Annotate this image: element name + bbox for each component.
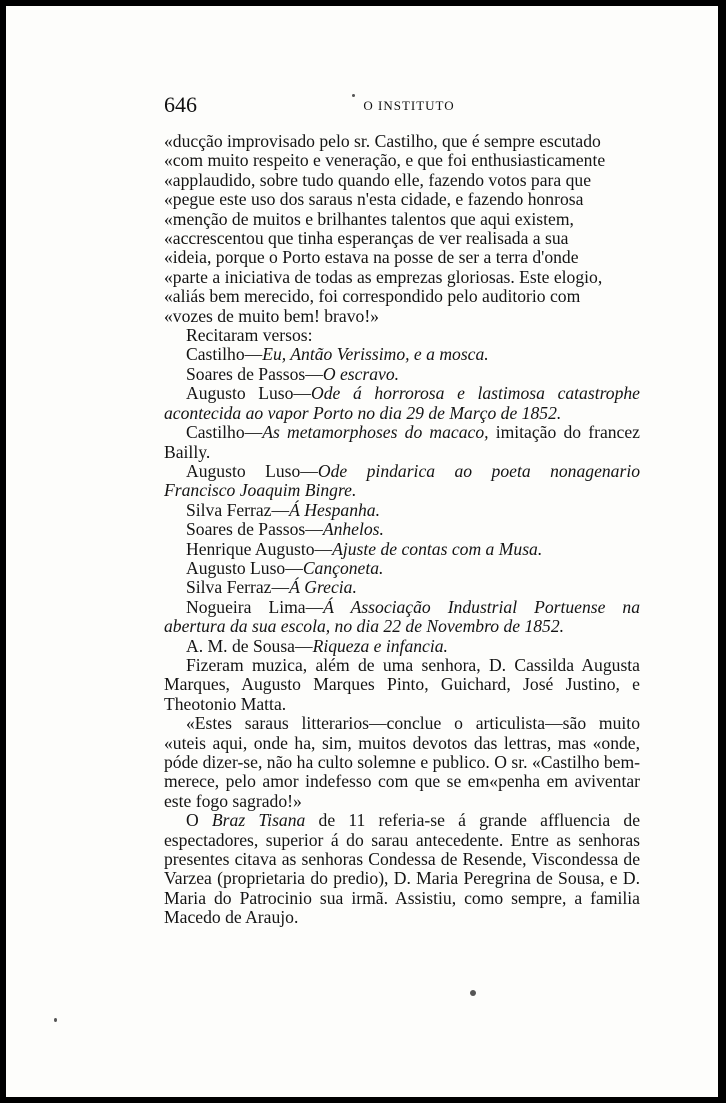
recitation-title: Eu, Antão Verissimo, e a mosca. (262, 344, 489, 365)
recitation-item (186, 520, 640, 539)
recitation-item (186, 637, 640, 656)
recitation-item (164, 598, 640, 637)
recitation-author: Augusto Luso— (186, 383, 312, 404)
quote-line: «accrescentou que tinha esperanças de ver realisada a sua (164, 228, 569, 249)
music-paragraph: Fizeram muzica, além de uma senhora, D. Cassilda Augusta Marques, Augusto Marques Pinto, Guichard, José Justino, e Theotonio Matta. (164, 654, 640, 714)
closing-quote: «Estes saraus litterarios—conclue o articulista—são muito «uteis aqui, onde ha, sim, muitos devotos das lettras, mas «onde, póde dizer-se, não ha culto solemne e publico. O sr. «Castilho bem-merece, pelo amor indefesso com que se em«penha em aviventar este fogo sagrado!» (164, 713, 640, 811)
book-page (6, 6, 718, 1097)
recitation-item (164, 384, 640, 423)
quote-line: «com muito respeito e veneração, e que foi enthusiasticamente (164, 150, 606, 171)
recitation-title: Á Hespanha. (289, 499, 380, 520)
recitation-item (164, 423, 640, 462)
ink-speck (352, 94, 355, 97)
page-number: 646 (164, 92, 197, 117)
last-paragraph-prefix: O (186, 810, 212, 831)
recitation-author: Henrique Augusto— (186, 538, 333, 559)
recitation-author: Augusto Luso— (186, 557, 303, 578)
recitation-author: Soares de Passos— (186, 519, 323, 540)
verses-intro: Recitaram versos: (186, 325, 313, 346)
last-paragraph-text: de 11 referia-se á grande affluencia de espectadores, superior á do sarau antecedente. Entre as senhoras presentes citava as senhoras Condessa de Resende, Viscondessa de Varzea (proprietaria do predio), D. Maria Peregrina de Sousa, e D. Maria do Patrocinio sua irmã. Assistiu, como sempre, a familia Macedo de Araujo. (164, 810, 641, 928)
recitation-author: Soares de Passos— (186, 363, 323, 384)
recitation-title: Ode á horrorosa e lastimosa catastrophe acontecida ao vapor Porto no dia 29 de Março de 1852. (164, 383, 640, 423)
quote-line: «aliás bem merecido, foi correspondido pelo auditorio com (164, 286, 581, 307)
recitation-author: Augusto Luso— (186, 460, 318, 481)
quote-line: «ideia, porque o Porto estava na posse de ser a terra d'onde (164, 247, 579, 268)
recitation-title: Á Associação Industrial Portuense na abertura da sua escola, no dia 22 de Novembro de 1852. (164, 596, 640, 637)
recitation-author: Castilho— (186, 344, 263, 365)
quote-line: «pegue este uso dos saraus n'esta cidade, e fazendo honrosa (164, 189, 584, 210)
quote-line: «vozes de muito bem! bravo!» (164, 305, 379, 326)
recitation-item (186, 345, 640, 364)
running-title: O INSTITUTO (363, 98, 455, 113)
ink-speck (470, 990, 476, 996)
recitation-author: Silva Ferraz— (186, 577, 290, 598)
recitation-title: Á Grecia. (289, 577, 357, 598)
recitation-list (164, 345, 640, 656)
recitation-title: As metamorphoses do macaco, (262, 422, 489, 443)
recitation-author: A. M. de Sousa— (186, 635, 313, 656)
recitation-item (186, 501, 640, 520)
quote-line: «menção de muitos e brilhantes talentos que aqui existem, (164, 208, 574, 229)
quote-block (164, 132, 640, 326)
recitation-title: Cançoneta. (302, 557, 384, 578)
recitation-item (186, 540, 640, 559)
recitation-author: Nogueira Lima— (186, 596, 324, 617)
recitation-item (186, 365, 640, 384)
recitation-title: O escravo. (322, 363, 400, 384)
newspaper-title: Braz Tisana (211, 810, 306, 831)
recitation-title: Ode pindarica ao poeta nonagenario Francisco Joaquim Bingre. (164, 460, 641, 501)
quote-line: «applaudido, sobre tudo quando elle, fazendo votos para que (164, 169, 592, 190)
body-text (164, 132, 640, 928)
recitation-author: Silva Ferraz— (186, 499, 290, 520)
page-header (164, 92, 654, 116)
recitation-item (186, 559, 640, 578)
recitation-item (164, 462, 640, 501)
recitation-title: Anhelos. (322, 519, 384, 540)
quote-line: «ducção improvisado pelo sr. Castilho, que é sempre escutado (164, 131, 601, 151)
recitation-title: Ajuste de contas com a Musa. (332, 538, 543, 559)
last-paragraph (164, 811, 640, 927)
quote-line: «parte a iniciativa de todas as emprezas gloriosas. Este elogio, (164, 266, 603, 287)
recitation-title: Riqueza e infancia. (312, 635, 448, 656)
ink-speck (54, 1018, 57, 1022)
recitation-author: Castilho— (186, 422, 263, 443)
recitation-suffix: imitação do francez Bailly. (164, 422, 640, 462)
recitation-item (186, 578, 640, 597)
